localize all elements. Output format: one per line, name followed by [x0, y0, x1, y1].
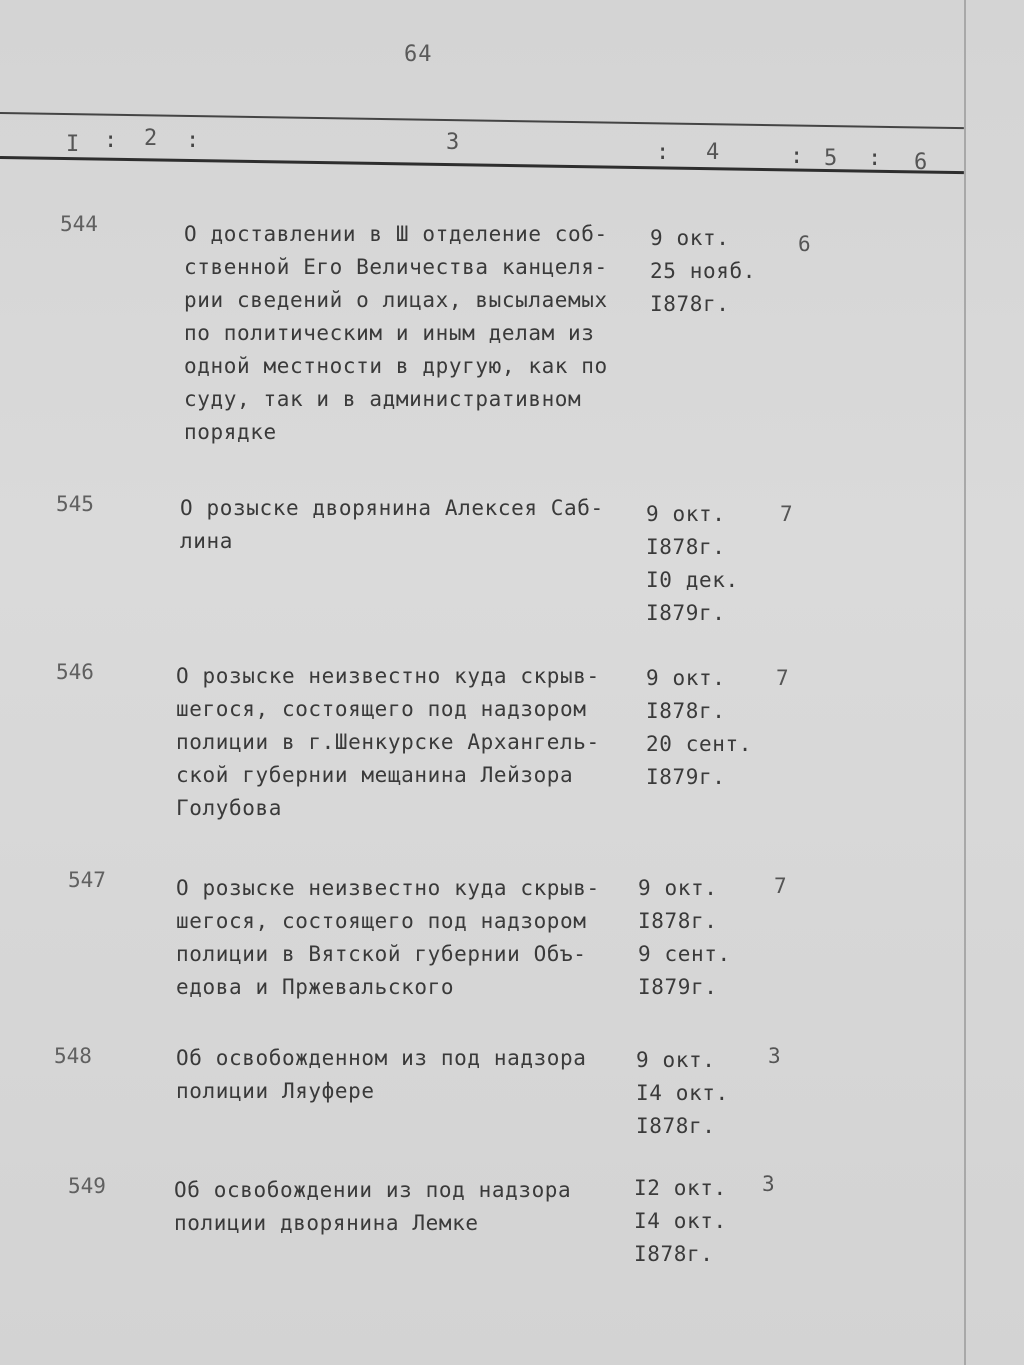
column-separator: :	[790, 144, 804, 169]
description-line: ской губернии мещанина Лейзора	[176, 763, 574, 787]
description-line: Об освобожденном из под надзора	[176, 1046, 587, 1070]
date-line: I4 окт.	[636, 1081, 729, 1105]
entry-dates	[650, 222, 756, 321]
description-line: полиции дворянина Лемке	[174, 1211, 479, 1235]
date-line: I4 окт.	[634, 1209, 727, 1233]
description-line: суду, так и в административном	[184, 387, 582, 411]
entry-number: 545	[56, 492, 94, 516]
date-line: I879г.	[638, 975, 718, 999]
entry-dates	[638, 872, 731, 1004]
entry-number: 544	[60, 212, 98, 236]
column-separator: :	[868, 146, 882, 171]
column-separator: :	[656, 140, 670, 165]
description-line: О розыске дворянина Алексея Саб-	[180, 496, 604, 520]
description-line: шегося, состоящего под надзором	[176, 697, 587, 721]
entry-description	[176, 660, 600, 825]
description-line: лина	[180, 529, 233, 553]
description-line: ственной Его Величества канцеля-	[184, 255, 608, 279]
date-line: 9 окт.	[646, 502, 726, 526]
entry-description	[176, 872, 600, 1004]
entry-sheet-count: 3	[762, 1172, 775, 1196]
description-line: О розыске неизвестно куда скрыв-	[176, 876, 600, 900]
date-line: 20 сент.	[646, 732, 752, 756]
entry-sheet-count: 3	[768, 1044, 781, 1068]
entry-number: 548	[54, 1044, 92, 1068]
date-line: I878г.	[636, 1114, 716, 1138]
date-line: 9 окт.	[636, 1048, 716, 1072]
description-line: О розыске неизвестно куда скрыв-	[176, 664, 600, 688]
column-separator: :	[104, 128, 118, 153]
description-line: полиции Ляуфере	[176, 1079, 375, 1103]
date-line: 9 окт.	[646, 666, 726, 690]
entry-number: 549	[68, 1174, 106, 1198]
entry-sheet-count: 7	[776, 666, 789, 690]
entry-dates	[634, 1172, 727, 1271]
header-rule-bottom	[0, 156, 964, 174]
entry-number: 547	[68, 868, 106, 892]
description-line: О доставлении в Ш отделение соб-	[184, 222, 608, 246]
page-edge	[964, 0, 966, 1365]
entry-sheet-count: 7	[780, 502, 793, 526]
date-line: 25 нояб.	[650, 259, 756, 283]
entry-dates	[646, 498, 739, 630]
column-header-4: 4	[706, 140, 720, 165]
date-line: I878г.	[646, 535, 726, 559]
entry-description	[174, 1174, 571, 1240]
column-header-2: 2	[144, 126, 158, 151]
entry-description	[176, 1042, 587, 1108]
date-line: I878г.	[650, 292, 730, 316]
entry-sheet-count: 6	[798, 232, 811, 256]
date-line: I878г.	[646, 699, 726, 723]
description-line: Голубова	[176, 796, 282, 820]
date-line: 9 сент.	[638, 942, 731, 966]
entry-dates	[636, 1044, 729, 1143]
date-line: I0 дек.	[646, 568, 739, 592]
description-line: одной местности в другую, как по	[184, 354, 608, 378]
date-line: I878г.	[638, 909, 718, 933]
date-line: I878г.	[634, 1242, 714, 1266]
description-line: порядке	[184, 420, 277, 444]
column-header-5: 5	[824, 146, 838, 171]
date-line: I879г.	[646, 601, 726, 625]
date-line: I879г.	[646, 765, 726, 789]
date-line: 9 окт.	[638, 876, 718, 900]
entry-description	[184, 218, 608, 449]
description-line: рии сведений о лицах, высылаемых	[184, 288, 608, 312]
column-header-6: 6	[914, 150, 928, 175]
column-header-1: I	[66, 132, 80, 157]
date-line: I2 окт.	[634, 1176, 727, 1200]
entry-sheet-count: 7	[774, 874, 787, 898]
description-line: полиции в Вятской губернии Объ-	[176, 942, 587, 966]
entry-description	[180, 492, 604, 558]
entry-dates	[646, 662, 752, 794]
description-line: полиции в г.Шенкурске Архангель-	[176, 730, 600, 754]
description-line: по политическим и иным делам из	[184, 321, 595, 345]
column-header-3: 3	[446, 130, 460, 155]
column-separator: :	[186, 128, 200, 153]
description-line: Об освобождении из под надзора	[174, 1178, 572, 1202]
entry-number: 546	[56, 660, 94, 684]
page-number: 64	[404, 42, 433, 67]
description-line: шегося, состоящего под надзором	[176, 909, 587, 933]
date-line: 9 окт.	[650, 226, 730, 250]
description-line: едова и Пржевальского	[176, 975, 455, 999]
